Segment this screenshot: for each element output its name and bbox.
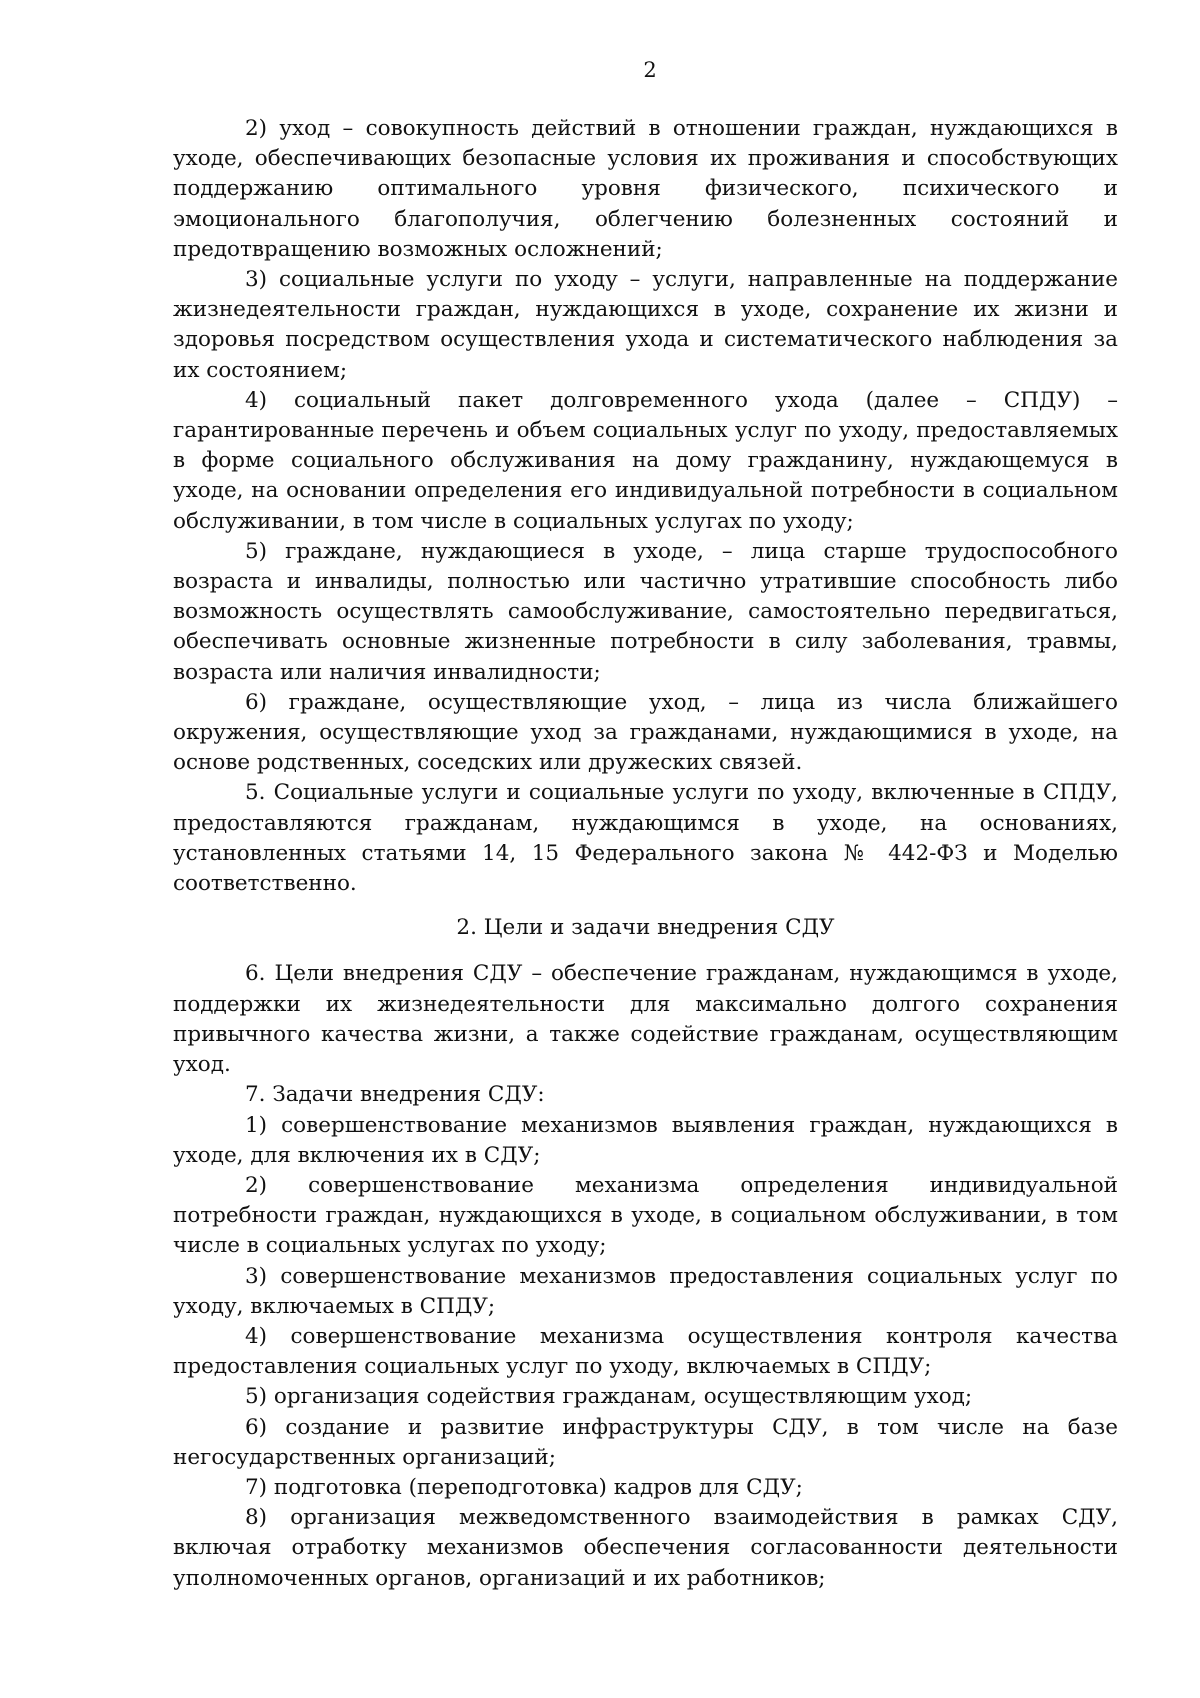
task-item-4: 4) совершенствование механизма осуществления контроля качества предоставления социальных услуг по уходу, включаемых в СПДУ;	[173, 1323, 1118, 1380]
definition-item-3: 3) социальные услуги по уходу – услуги, направленные на поддержание жизнедеятельности граждан, нуждающихся в уходе, сохранение их жизни и здоровья посредством осуществления ухода и систематического наблюдения за их состоянием;	[173, 267, 1118, 383]
task-item-6: 6) создание и развитие инфраструктуры СДУ, в том числе на базе негосударственных организаций;	[173, 1414, 1118, 1470]
definition-item-6: 6) граждане, осуществляющие уход, – лица из числа ближайшего окружения, осуществляющие уход за гражданами, нуждающимися в уходе, на основе родственных, соседских или дружеских связей.	[173, 689, 1118, 776]
task-item-7: 7) подготовка (переподготовка) кадров для СДУ;	[245, 1474, 803, 1500]
clause-6: 6. Цели внедрения СДУ – обеспечение гражданам, нуждающимся в уходе, поддержки их жизнедеятельности для максимально долгого сохранения привычного качества жизни, а также содействие гражданам, осуществляющим уход.	[173, 961, 1118, 1078]
document-body	[173, 114, 1118, 1594]
task-item-3: 3) совершенствование механизмов предоставления социальных услуг по уходу, включаемых в СПДУ;	[173, 1263, 1118, 1319]
task-item-8: 8) организация межведомственного взаимодействия в рамках СДУ, включая отработку механизмов обеспечения согласованности деятельности уполномоченных органов, организаций и их работников;	[173, 1505, 1118, 1591]
task-item-2: 2) совершенствование механизма определения индивидуальной потребности граждан, нуждающихся в уходе, в социальном обслуживании, в том числе в социальных услугах по уходу;	[173, 1172, 1118, 1259]
section-heading: 2. Цели и задачи внедрения СДУ	[456, 915, 835, 941]
task-item-5: 5) организация содействия гражданам, осуществляющим уход;	[245, 1384, 973, 1410]
clause-7: 7. Задачи внедрения СДУ:	[245, 1082, 545, 1108]
definition-item-4: 4) социальный пакет долговременного ухода (далее – СПДУ) – гарантированные перечень и объем социальных услуг по уходу, предоставляемых в форме социального обслуживания на дому гражданину, нуждающемуся в уходе, на основании определения его индивидуальной потребности в социальном обслуживании, в том числе в социальных услугах по уходу;	[173, 387, 1118, 534]
definition-item-5: 5) граждане, нуждающиеся в уходе, – лица старше трудоспособного возраста и инвалиды, полностью или частично утратившие способность либо возможность осуществлять самообслуживание, самостоятельно передвигаться, обеспечивать основные жизненные потребности в силу заболевания, травмы, возраста или наличия инвалидности;	[173, 538, 1118, 685]
page-number: 2	[643, 58, 657, 82]
task-item-1: 1) совершенствование механизмов выявления граждан, нуждающихся в уходе, для включения их в СДУ;	[173, 1112, 1118, 1168]
definition-item-2: 2) уход – совокупность действий в отношении граждан, нуждающихся в уходе, обеспечивающих безопасные условия их проживания и способствующих поддержанию оптимального уровня физического, психического и эмоционального благополучия, облегчению болезненных состояний и предотвращению возможных осложнений;	[173, 116, 1118, 262]
clause-5: 5. Социальные услуги и социальные услуги по уходу, включенные в СПДУ, предоставляются гражданам, нуждающимся в уходе, на основаниях, установленных статьями 14, 15 Федерального закона № 442-ФЗ и Моделью соответственно.	[173, 780, 1118, 897]
